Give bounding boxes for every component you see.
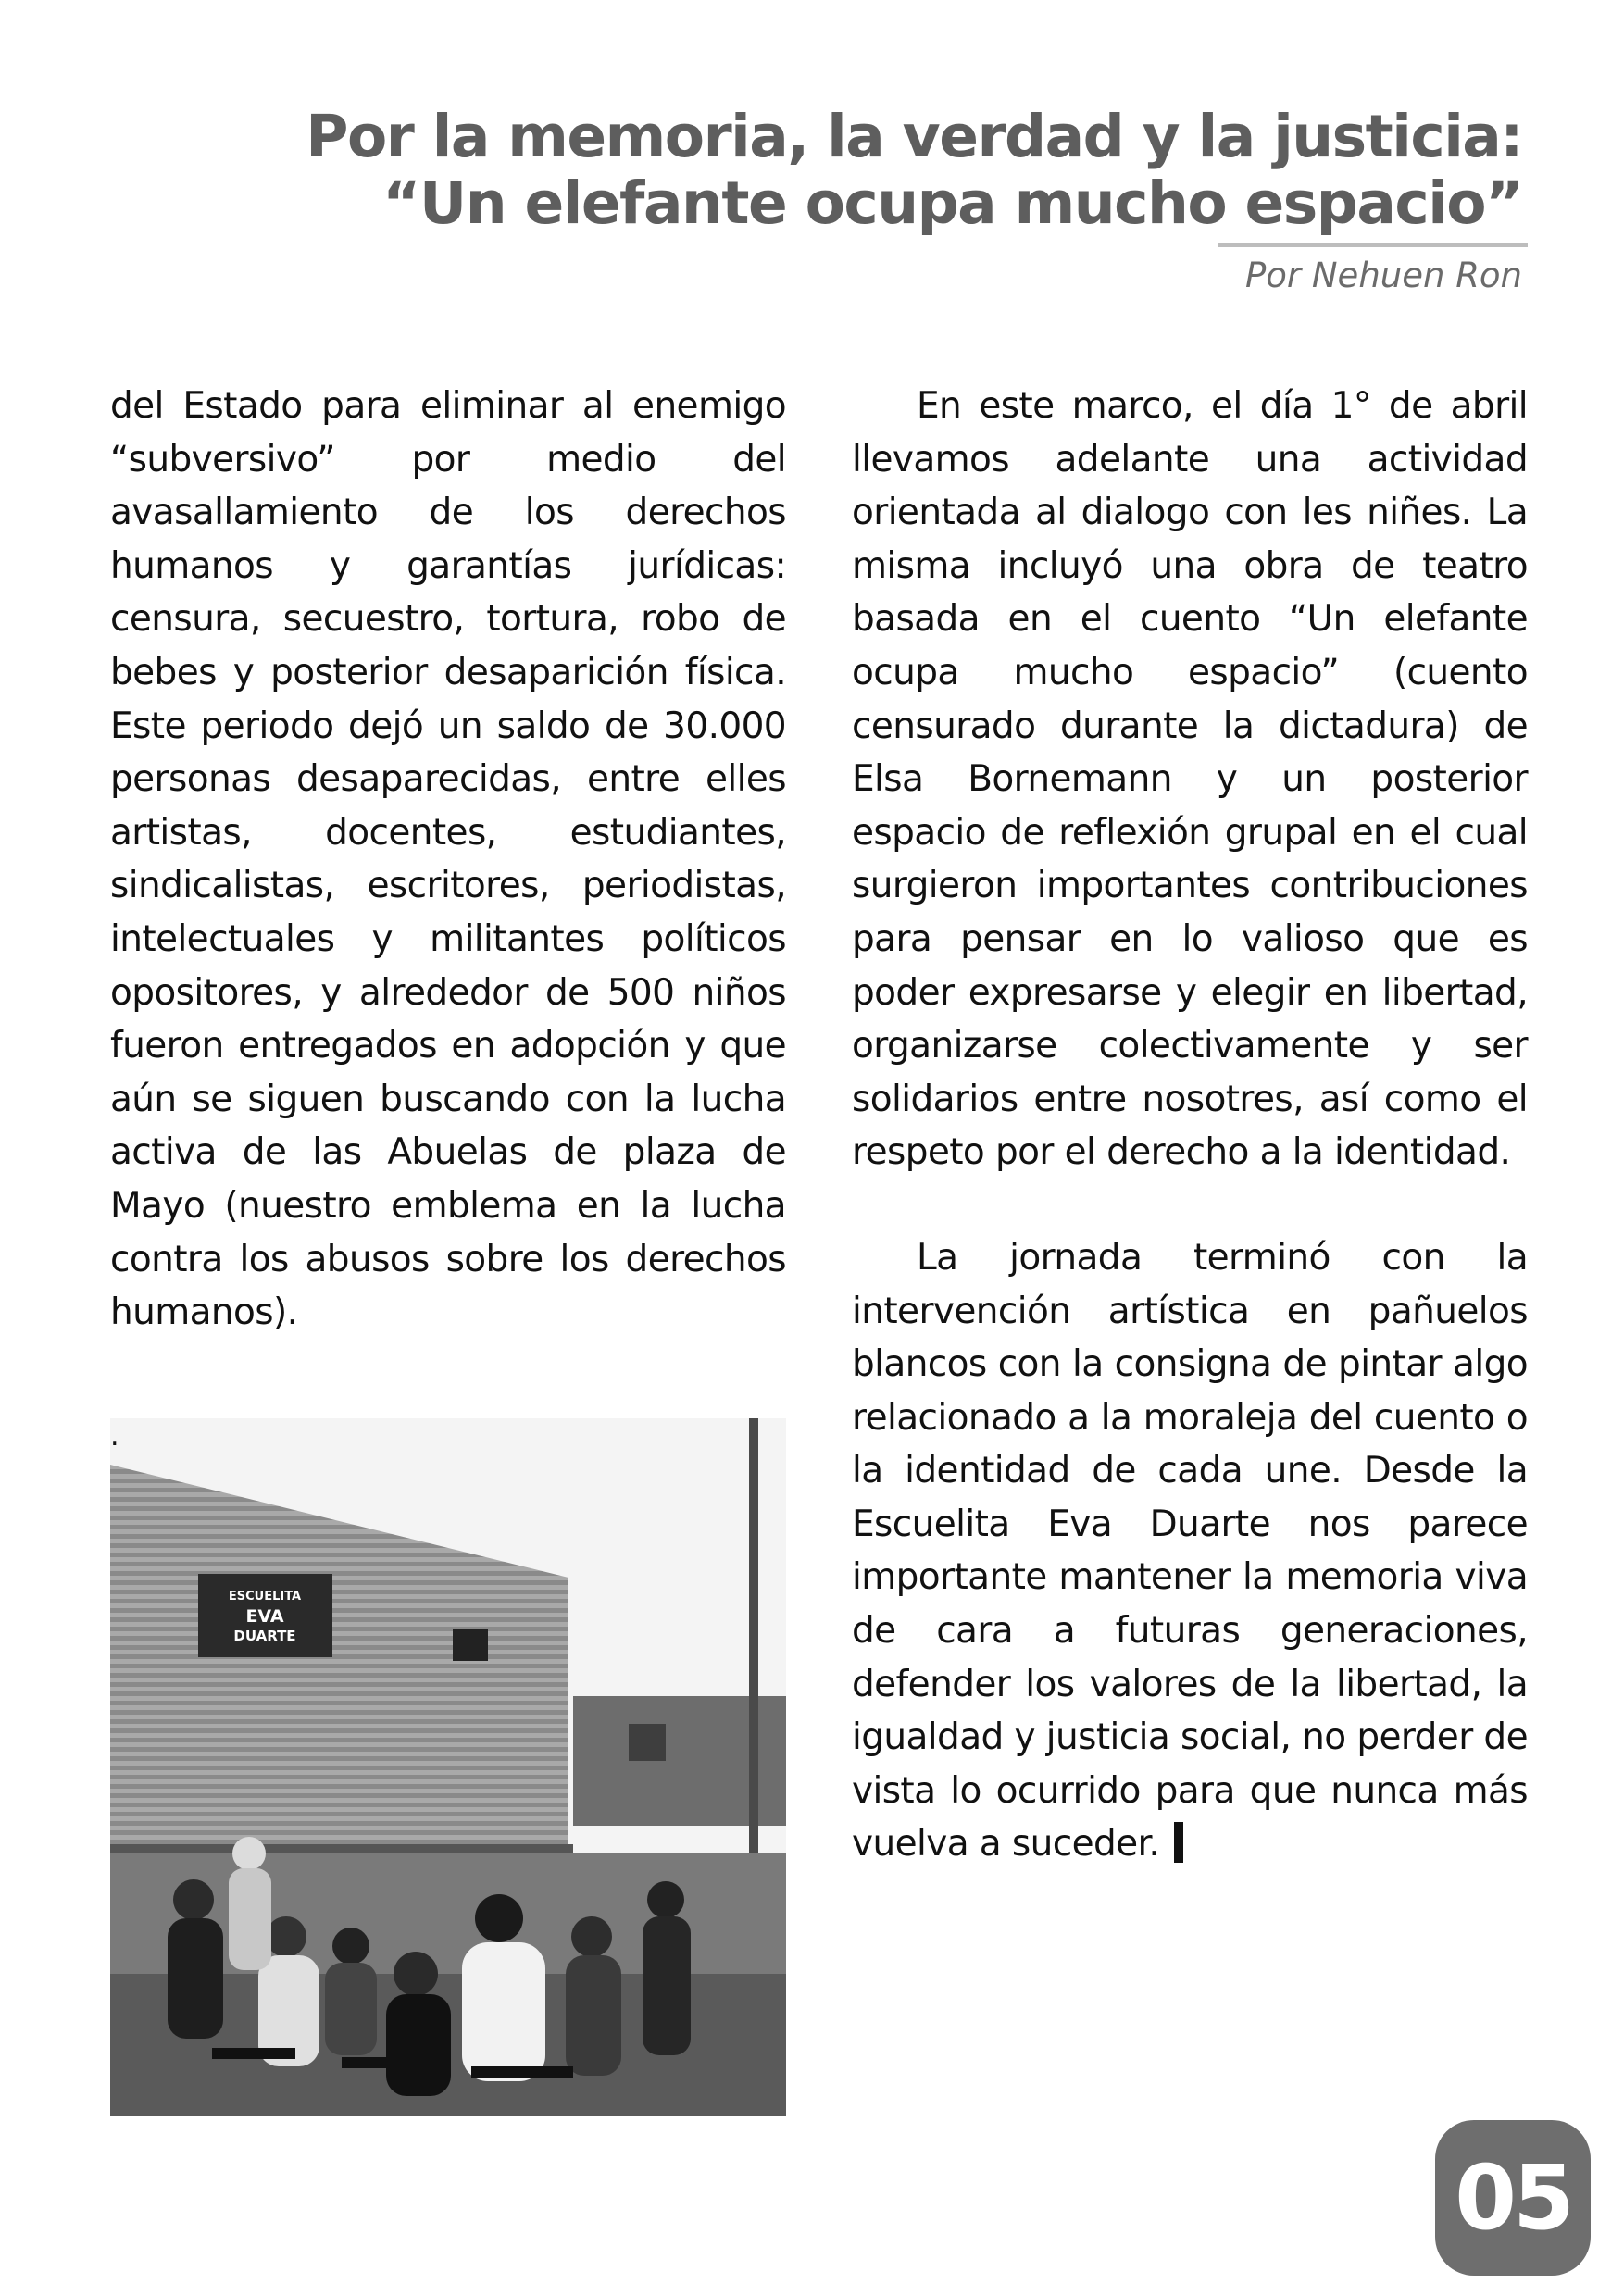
right-paragraph-2-text: La jornada terminó con la intervención artística en pañuelos blancos con la consigna de pintar algo relacionado a la moraleja del cuento o la identidad de cada une. Desde la Escuelita Eva Duarte nos parece importante mantener la memoria viva de cara a futuras generaciones, defender los valores de la libertad, la igualdad y justicia social, no perder de vista lo ocurrido para que nunca más vuelva a suceder. (852, 1236, 1528, 1866)
right-column (852, 380, 1528, 1871)
page-number-badge: 05 (1435, 2120, 1591, 2276)
left-column (110, 380, 786, 1340)
sign-line-1: ESCUELITA (228, 1590, 302, 1603)
photo-illustration (110, 1418, 786, 2116)
stray-mark: . (110, 1420, 119, 1453)
article-photo (110, 1418, 786, 2116)
end-mark-icon (1174, 1822, 1183, 1863)
sign-line-3: DUARTE (233, 1628, 296, 1644)
title-line-2: “Un elefante ocupa mucho espacio” (382, 169, 1522, 237)
right-paragraph-1: En este marco, el día 1° de abril llevamos adelante una actividad orientada al dialogo con les niñes. La misma incluyó una obra de teatro basada en el cuento “Un elefante ocupa mucho espacio” (cuento censurado durante la dictadura) de Elsa Bornemann y un posterior espacio de reflexión grupal en el cual surgieron importantes contribuciones para pensar en lo valioso que es poder expresarse y elegir en libertad, organizarse colectivamente y ser solidarios entre nosotres, así como el respeto por el derecho a la identidad. (852, 385, 1528, 1174)
right-paragraph-2 (852, 1231, 1528, 1871)
sign-line-2: EVA (245, 1606, 284, 1627)
byline: Por Nehuen Ron (1244, 256, 1522, 295)
left-paragraph: del Estado para eliminar al enemigo “subversivo” por medio del avasallamiento de los derechos humanos y garantías jurídicas: censura, secuestro, tortura, robo de bebes y posterior desaparición física. Este periodo dejó un saldo de 30.000 personas desaparecidas, entre elles artistas, docentes, estudiantes, sindicalistas, escritores, periodistas, intelectuales y militantes políticos opositores, y alrededor de 500 niños fueron entregados en adopción y que aún se siguen buscando con la lucha activa de las Abuelas de plaza de Mayo (nuestro emblema en la lucha contra los abusos sobre los derechos humanos). (110, 385, 786, 1334)
title-divider (1218, 243, 1528, 247)
title-line-1: Por la memoria, la verdad y la justicia: (306, 103, 1522, 170)
article-title (226, 104, 1522, 237)
